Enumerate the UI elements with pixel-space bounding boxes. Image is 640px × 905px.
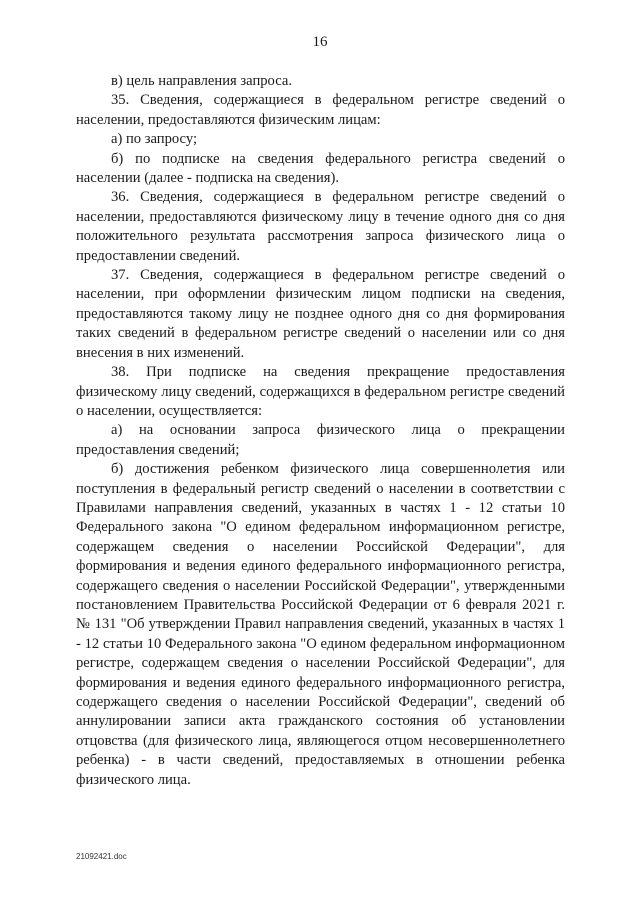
- paragraph-38-item-b: б) достижения ребенком физического лица совершеннолетия или поступления в федеральный регистр сведений о населении в соответствии с Правилами направления сведений, указанных в частях 1 - 12 статьи 10 Федерального закона "О едином федеральном информационном регистре, содержащем сведения о населении Российской Федерации", для формирования и ведения единого федерального информационного регистра, содержащего сведения о населении Российской Федерации", утвержденными постановлением Правительства Российской Федерации от 6 февраля 2021 г. № 131 "Об утверждении Правил направления сведений, указанных в частях 1 - 12 статьи 10 Федерального закона "О едином федеральном информационном регистре, содержащем сведения о населении Российской Федерации", для формирования и ведения единого федерального информационного регистра, содержащего сведения о населении Российской Федерации", сведений об аннулировании записи акта гражданского состояния об установлении отцовства (для физического лица, являющегося отцом несовершеннолетнего ребенка) - в части сведений, предоставляемых в отношении ребенка физического лица.: [76, 461, 565, 788]
- paragraph-38: 38. При подписке на сведения прекращение предоставления физическому лицу сведений, содержащихся в федеральном регистре сведений о населении, осуществляется:: [76, 364, 565, 419]
- paragraph-item-v-purpose: в) цель направления запроса.: [111, 73, 292, 89]
- paragraph-35-item-a: а) по запросу;: [111, 131, 198, 148]
- document-filename: 21092421.doc: [76, 852, 127, 861]
- document-body: [76, 72, 565, 790]
- page-number: 16: [312, 34, 328, 50]
- paragraph-35: 35. Сведения, содержащиеся в федеральном регистре сведений о населении, предоставляются физическим лицам:: [76, 92, 565, 128]
- paragraph-38-item-a: а) на основании запроса физического лица о прекращении предоставления сведений;: [76, 422, 565, 458]
- paragraph-35-item-b: б) по подписке на сведения федерального регистра сведений о населении (далее - подписка на сведения).: [76, 150, 565, 187]
- paragraph-37: 37. Сведения, содержащиеся в федеральном регистре сведений о населении, при оформлении физическим лицом подписки на сведения, предоставляются такому лицу не позднее одного дня со дня формирования таких сведений в федеральном регистре сведений о населении или со дня внесения в них изменений.: [76, 267, 565, 361]
- paragraph-36: 36. Сведения, содержащиеся в федеральном регистре сведений о населении, предоставляются физическому лицу в течение одного дня со дня положительного результата рассмотрения запроса физического лица о предоставлении сведений.: [76, 189, 565, 264]
